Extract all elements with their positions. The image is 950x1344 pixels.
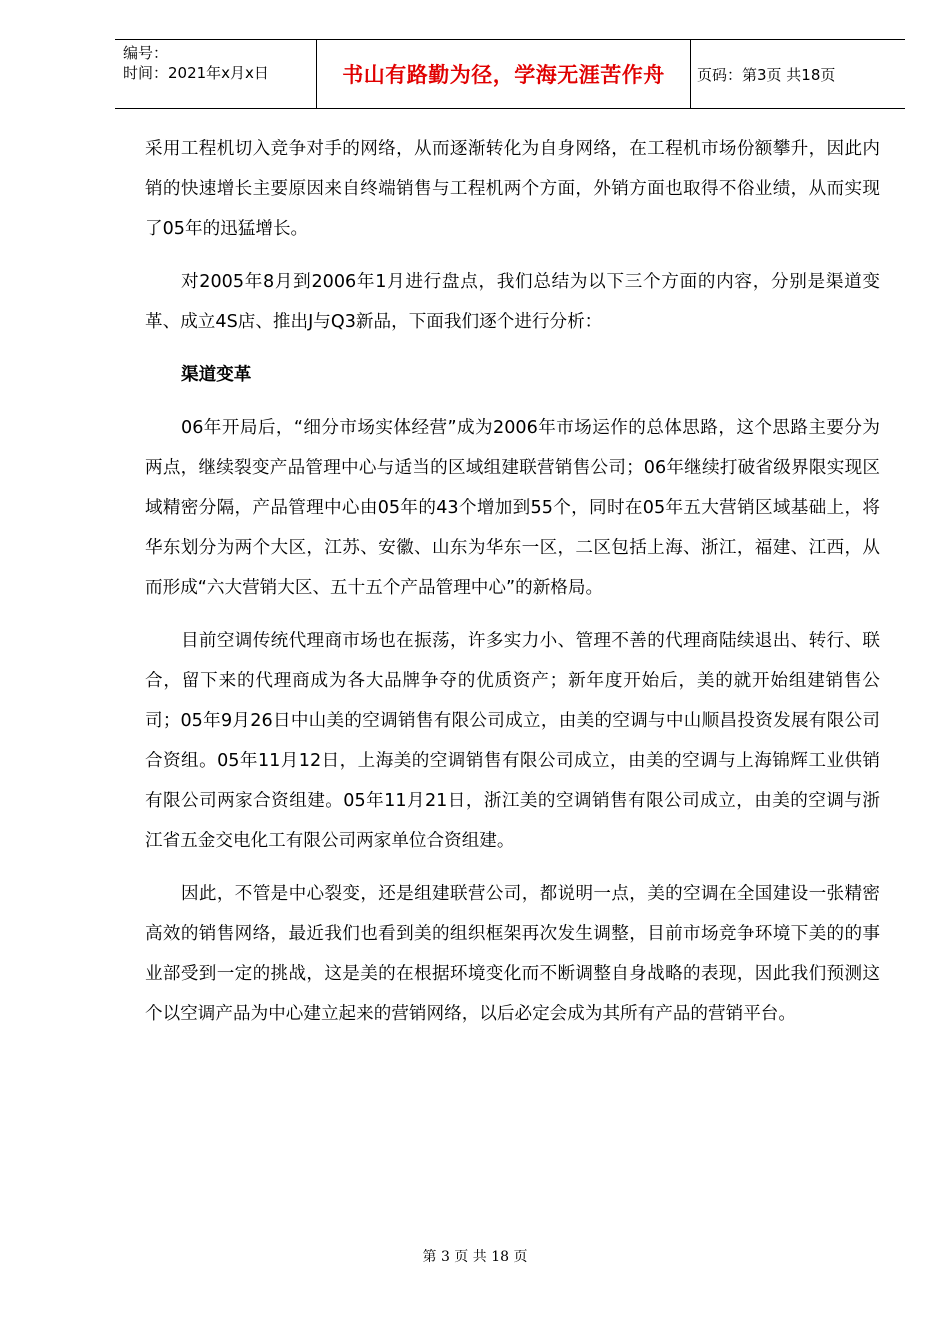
page-footer: 第 3 页 共 18 页 xyxy=(422,1249,528,1265)
header-meta xyxy=(123,43,269,83)
page-header xyxy=(115,39,905,109)
section-heading: 渠道变革 xyxy=(181,365,252,385)
header-page-label: 页码：第3页 共18页 xyxy=(697,65,836,84)
paragraph-2: 对2005年8月到2006年1月进行盘点，我们总结为以下三个方面的内容，分别是渠道变革、成立4S店、推出J与Q3新品，下面我们逐个进行分析： xyxy=(145,272,880,332)
paragraph-5: 因此，不管是中心裂变，还是组建联营公司，都说明一点，美的空调在全国建设一张精密高效的销售网络，最近我们也看到美的组织框架再次发生调整，目前市场竞争环境下美的的事业部受到一定的挑战，这是美的在根据环境变化而不断调整自身战略的表现，因此我们预测这个以空调产品为中心建立起来的营销网络，以后必定会成为其所有产品的营销平台。 xyxy=(145,884,880,1024)
paragraph-3: 06年开局后，“细分市场实体经营”成为2006年市场运作的总体思路，这个思路主要分为两点，继续裂变产品管理中心与适当的区域组建联营销售公司；06年继续打破省级界限实现区域精密分隔，产品管理中心由05年的43个增加到55个，同时在05年五大营销区域基础上，将华东划分为两个大区，江苏、安徽、山东为华东一区，二区包括上海、浙江，福建、江西，从而形成“六大营销大区、五十五个产品管理中心”的新格局。 xyxy=(145,418,880,598)
paragraph-1: 采用工程机切入竞争对手的网络，从而逐渐转化为自身网络，在工程机市场份额攀升，因此内销的快速增长主要原因来自终端销售与工程机两个方面，外销方面也取得不俗业绩，从而实现了05年的迅猛增长。 xyxy=(145,139,880,239)
header-number-label: 编号： xyxy=(123,44,169,62)
document-body xyxy=(145,129,880,1047)
paragraph-4: 目前空调传统代理商市场也在振荡，许多实力小、管理不善的代理商陆续退出、转行、联合，留下来的代理商成为各大品牌争夺的优质资产；新年度开始后，美的就开始组建销售公司；05年9月26日中山美的空调销售有限公司成立，由美的空调与中山顺昌投资发展有限公司合资组。05年11月12日，上海美的空调销售有限公司成立，由美的空调与上海锦辉工业供销有限公司两家合资组建。05年11月21日，浙江美的空调销售有限公司成立，由美的空调与浙江省五金交电化工有限公司两家单位合资组建。 xyxy=(145,631,880,851)
header-divider-right xyxy=(690,40,691,108)
header-motto: 书山有路勤为径，学海无涯苦作舟 xyxy=(342,63,665,87)
header-time-label: 时间：2021年x月x日 xyxy=(123,64,269,82)
